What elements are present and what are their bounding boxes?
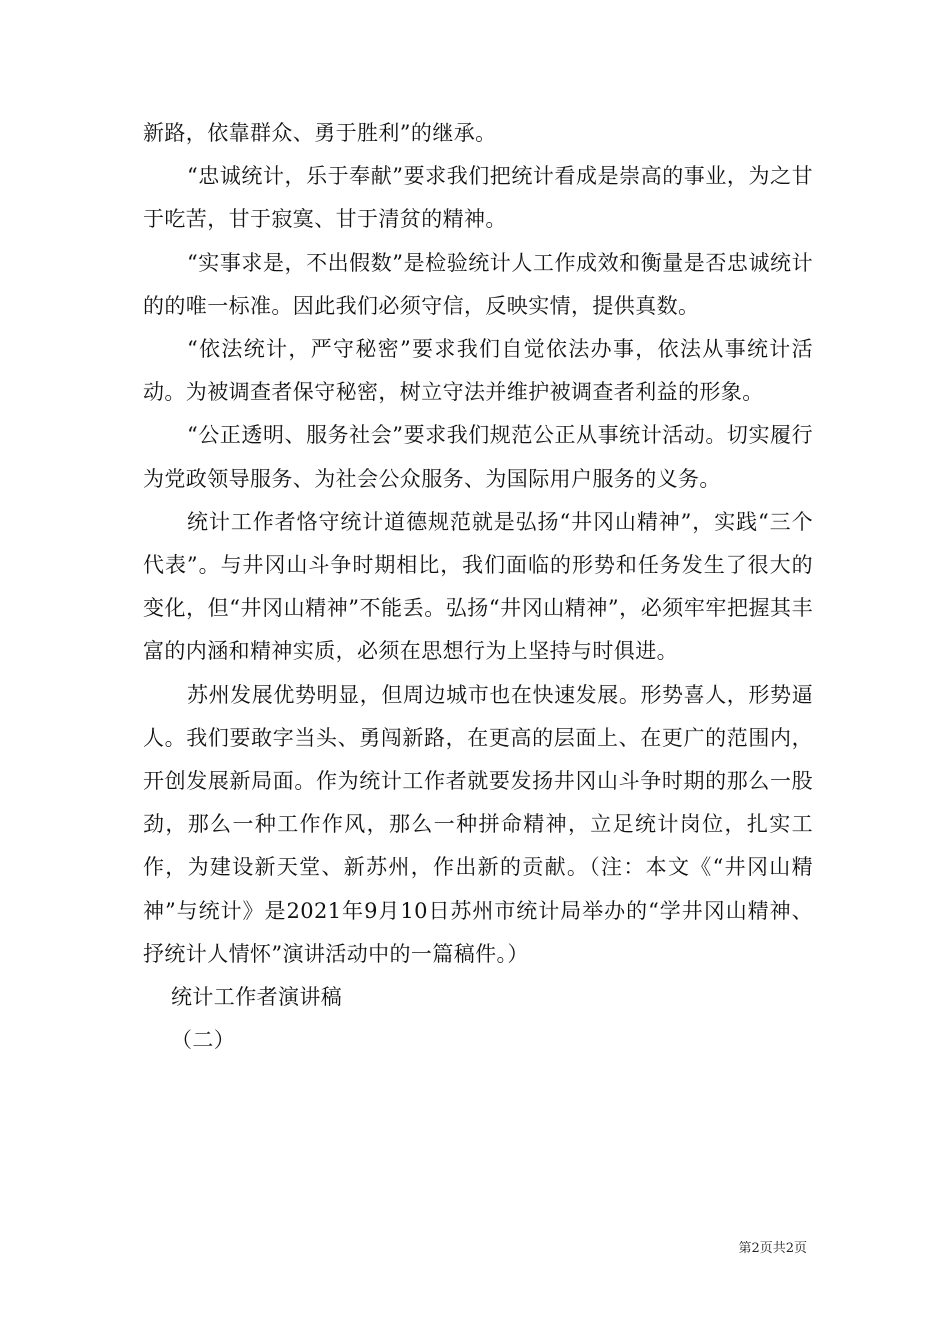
document-body xyxy=(143,112,813,1062)
paragraph-loyalty: “忠诚统计，乐于奉献”要求我们把统计看成是崇高的事业，为之甘于吃苦，甘于寂寞、甘于清贫的精神。 xyxy=(143,164,813,232)
paragraph-law: “依法统计，严守秘密”要求我们自觉依法办事，依法从事统计活动。为被调查者保守秘密，树立守法并维护被调查者利益的形象。 xyxy=(143,337,813,405)
page-number: 第2页共2页 xyxy=(738,1241,807,1256)
paragraph-continuation: 新路，依靠群众、勇于胜利”的继承。 xyxy=(143,121,497,145)
next-article-subtitle: （二） xyxy=(171,1028,236,1053)
next-article-title: 统计工作者演讲稿 xyxy=(171,985,343,1010)
paragraph-fairness: “公正透明、服务社会”要求我们规范公正从事统计活动。切实履行为党政领导服务、为社会公众服务、为国际用户服务的义务。 xyxy=(143,423,813,491)
paragraph-jinggangshan: 统计工作者恪守统计道德规范就是弘扬“井冈山精神”，实践“三个代表”。与井冈山斗争时期相比，我们面临的形势和任务发生了很大的变化，但“井冈山精神”不能丢。弘扬“井冈山精神”，必须牢牢把握其丰富的内涵和精神实质，必须在思想行为上坚持与时俱进。 xyxy=(143,509,813,664)
paragraph-truth: “实事求是，不出假数”是检验统计人工作成效和衡量是否忠诚统计的的唯一标准。因此我们必须守信，反映实情，提供真数。 xyxy=(143,250,813,318)
paragraph-suzhou: 苏州发展优势明显，但周边城市也在快速发展。形势喜人，形势逼人。我们要敢字当头、勇闯新路，在更高的层面上、在更广的范围内，开创发展新局面。作为统计工作者就要发扬井冈山斗争时期的那么一股劲，那么一种工作作风，那么一种拼命精神，立足统计岗位，扎实工作，为建设新天堂、新苏州，作出新的贡献。（注：本文《“井冈山精神”与统计》是2021年9月10日苏州市统计局举办的“学井冈山精神、抒统计人情怀”演讲活动中的一篇稿件。） xyxy=(143,682,813,966)
